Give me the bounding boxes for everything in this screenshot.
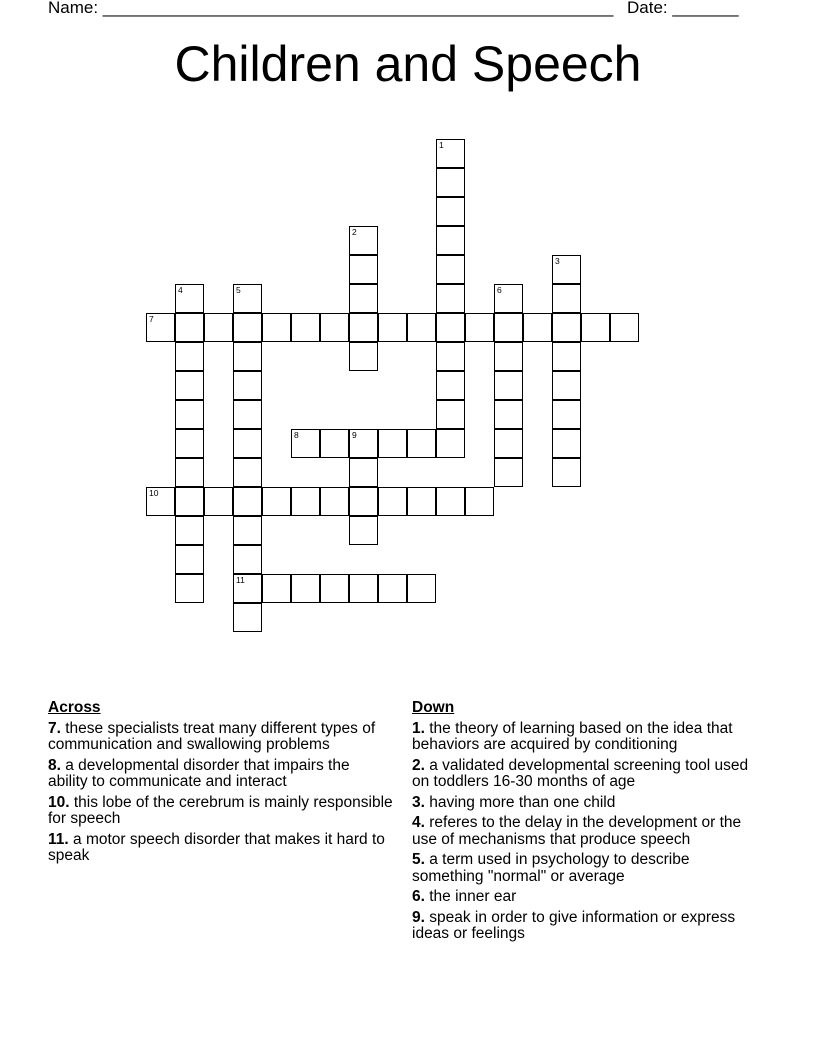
grid-cell[interactable] [581, 313, 610, 342]
down-clue [412, 721, 757, 754]
grid-cell[interactable] [175, 371, 204, 400]
grid-cell[interactable] [552, 284, 581, 313]
grid-cell[interactable] [349, 429, 378, 458]
grid-cell[interactable] [436, 313, 465, 342]
clue-number: 6. [412, 888, 425, 905]
clue-text: a developmental disorder that impairs the ability to communicate and interact [48, 756, 350, 790]
grid-cell[interactable] [320, 574, 349, 603]
down-clue [412, 795, 757, 812]
down-clue [412, 815, 757, 848]
cell-number: 7 [149, 314, 154, 324]
grid-cell[interactable] [552, 342, 581, 371]
grid-cell[interactable] [465, 313, 494, 342]
grid-cell[interactable] [349, 574, 378, 603]
grid-cell[interactable] [494, 284, 523, 313]
down-clue [412, 852, 757, 885]
down-clue [412, 910, 757, 943]
grid-cell[interactable] [436, 226, 465, 255]
grid-cell[interactable] [262, 574, 291, 603]
grid-cell[interactable] [233, 313, 262, 342]
clue-text: referes to the delay in the development or the use of mechanisms that produce speech [412, 814, 742, 848]
across-clues [48, 700, 393, 869]
grid-cell[interactable] [552, 313, 581, 342]
grid-cell[interactable] [494, 342, 523, 371]
grid-cell[interactable] [291, 487, 320, 516]
down-clue [412, 758, 757, 791]
across-clue [48, 758, 393, 791]
clue-number: 3. [412, 793, 425, 811]
cell-number: 2 [352, 227, 357, 237]
clue-text: having more than one child [429, 793, 616, 811]
grid-cell[interactable] [233, 400, 262, 429]
clue-number: 11. [48, 830, 69, 848]
grid-cell[interactable] [291, 313, 320, 342]
cell-number: 5 [236, 285, 241, 295]
grid-cell[interactable] [233, 545, 262, 574]
puzzle-title: Children and Speech [174, 36, 642, 92]
grid-cell[interactable] [407, 313, 436, 342]
grid-cell[interactable] [436, 400, 465, 429]
grid-cell[interactable] [262, 313, 291, 342]
grid-cell[interactable] [175, 400, 204, 429]
grid-cell[interactable] [552, 429, 581, 458]
grid-cell[interactable] [436, 255, 465, 284]
grid-cell[interactable] [175, 487, 204, 516]
grid-cell[interactable] [146, 313, 175, 342]
grid-cell[interactable] [349, 284, 378, 313]
grid-cell[interactable] [233, 603, 262, 632]
grid-cell[interactable] [523, 313, 552, 342]
name-field-label: Name: ______________________________________________________ [48, 0, 614, 17]
clue-number: 10. [48, 793, 70, 811]
grid-cell[interactable] [349, 516, 378, 545]
grid-cell[interactable] [349, 226, 378, 255]
across-clue [48, 795, 393, 828]
grid-cell[interactable] [349, 313, 378, 342]
grid-cell[interactable] [204, 487, 233, 516]
grid-cell[interactable] [175, 516, 204, 545]
clue-text: these specialists treat many different types of communication and swallowing problems [48, 719, 376, 753]
grid-cell[interactable] [378, 313, 407, 342]
cell-number: 10 [149, 488, 159, 498]
grid-cell[interactable] [436, 487, 465, 516]
across-clue [48, 832, 393, 865]
grid-cell[interactable] [291, 574, 320, 603]
grid-cell[interactable] [494, 429, 523, 458]
grid-cell[interactable] [436, 371, 465, 400]
grid-cell[interactable] [494, 400, 523, 429]
cell-number: 1 [439, 140, 444, 150]
down-heading: Down [412, 699, 455, 716]
grid-cell[interactable] [233, 458, 262, 487]
grid-cell[interactable] [175, 458, 204, 487]
clue-text: the theory of learning based on the idea that behaviors are acquired by conditioning [412, 719, 733, 753]
grid-cell[interactable] [436, 197, 465, 226]
grid-cell[interactable] [436, 168, 465, 197]
grid-cell[interactable] [175, 342, 204, 371]
grid-cell[interactable] [204, 313, 233, 342]
grid-cell[interactable] [175, 313, 204, 342]
grid-cell[interactable] [262, 487, 291, 516]
grid-cell[interactable] [233, 487, 262, 516]
grid-cell[interactable] [349, 487, 378, 516]
grid-cell[interactable] [233, 342, 262, 371]
cell-number: 4 [178, 285, 183, 295]
clue-number: 1. [412, 719, 425, 737]
clue-number: 4. [412, 814, 425, 831]
clue-text: a term used in psychology to describe something "normal" or average [412, 851, 690, 885]
clue-text: this lobe of the cerebrum is mainly responsible for speech [48, 793, 393, 827]
clue-text: speak in order to give information or express ideas or feelings [412, 908, 736, 942]
grid-cell[interactable] [146, 487, 175, 516]
grid-cell[interactable] [378, 429, 407, 458]
grid-cell[interactable] [233, 371, 262, 400]
grid-cell[interactable] [233, 574, 262, 603]
grid-cell[interactable] [436, 139, 465, 168]
date-field-label: Date: _______ [627, 0, 739, 17]
grid-cell[interactable] [320, 313, 349, 342]
clue-text: a validated developmental screening tool used on toddlers 16-30 months of age [412, 756, 749, 790]
clue-text: the inner ear [429, 888, 517, 905]
grid-cell[interactable] [378, 487, 407, 516]
clue-number: 8. [48, 756, 61, 774]
grid-cell[interactable] [407, 429, 436, 458]
grid-cell[interactable] [494, 313, 523, 342]
grid-cell[interactable] [465, 487, 494, 516]
clue-number: 9. [412, 908, 425, 926]
grid-cell[interactable] [407, 574, 436, 603]
cell-number: 6 [497, 285, 502, 295]
grid-cell[interactable] [436, 342, 465, 371]
grid-cell[interactable] [494, 371, 523, 400]
grid-cell[interactable] [175, 574, 204, 603]
grid-cell[interactable] [175, 284, 204, 313]
grid-cell[interactable] [494, 458, 523, 487]
clue-number: 5. [412, 851, 425, 868]
grid-cell[interactable] [610, 313, 639, 342]
across-clue [48, 721, 393, 754]
down-clue [412, 889, 757, 906]
down-clues [412, 700, 757, 947]
grid-cell[interactable] [436, 429, 465, 458]
grid-cell[interactable] [552, 458, 581, 487]
cell-number: 3 [555, 256, 560, 266]
cell-number: 11 [236, 575, 245, 585]
grid-cell[interactable] [407, 487, 436, 516]
grid-cell[interactable] [349, 458, 378, 487]
grid-cell[interactable] [291, 429, 320, 458]
grid-cell[interactable] [552, 371, 581, 400]
grid-cell[interactable] [233, 516, 262, 545]
grid-cell[interactable] [175, 429, 204, 458]
grid-cell[interactable] [436, 284, 465, 313]
cell-number: 8 [294, 430, 299, 440]
grid-cell[interactable] [233, 284, 262, 313]
grid-cell[interactable] [552, 400, 581, 429]
clue-text: a motor speech disorder that makes it hard to speak [48, 830, 385, 864]
clue-number: 7. [48, 719, 61, 737]
grid-cell[interactable] [378, 574, 407, 603]
grid-cell[interactable] [175, 545, 204, 574]
clue-number: 2. [412, 756, 425, 774]
cell-number: 9 [352, 430, 357, 440]
grid-cell[interactable] [320, 487, 349, 516]
across-heading: Across [48, 699, 101, 716]
grid-cell[interactable] [233, 429, 262, 458]
grid-cell[interactable] [349, 342, 378, 371]
grid-cell[interactable] [320, 429, 349, 458]
grid-cell[interactable] [349, 255, 378, 284]
grid-cell[interactable] [552, 255, 581, 284]
